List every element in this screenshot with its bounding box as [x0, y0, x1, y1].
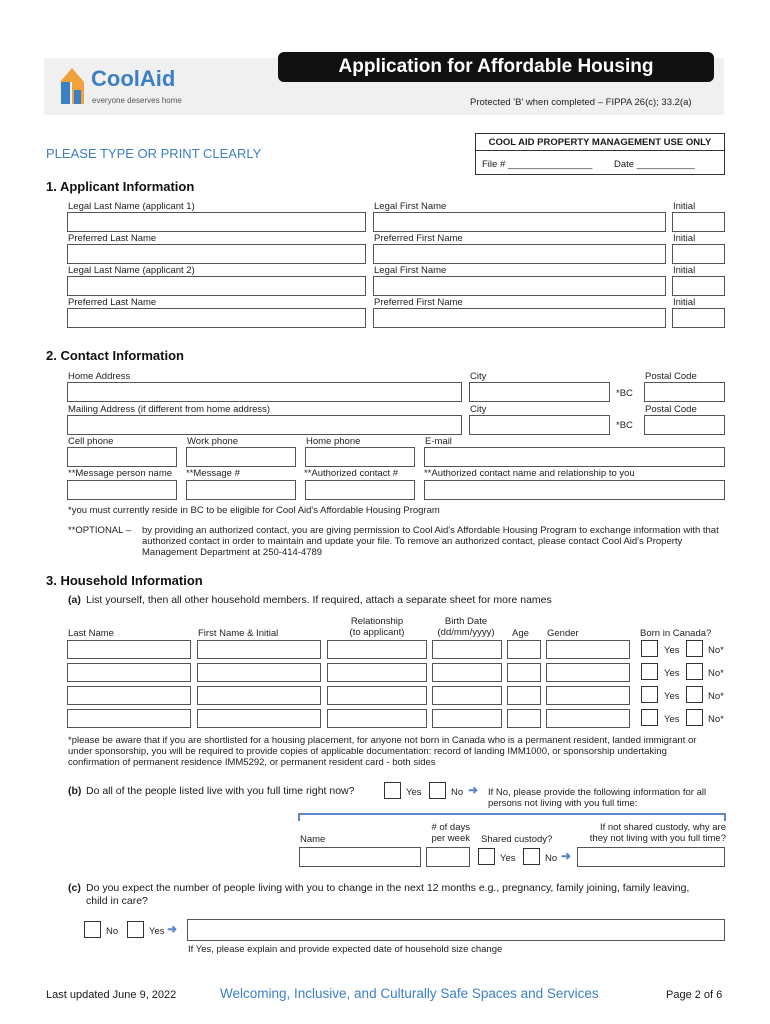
home-address-input[interactable]	[67, 382, 462, 402]
logo-name: CoolAid	[91, 66, 176, 91]
file-number-label: File # ________________	[482, 159, 593, 170]
preferred-last-name-2-input[interactable]	[67, 308, 366, 328]
logo	[58, 64, 188, 108]
c-yes-checkbox[interactable]	[127, 921, 144, 938]
birth-date-input[interactable]	[432, 686, 502, 705]
a-text: List yourself, then all other household members. If required, attach a separate sheet for more names	[86, 594, 552, 606]
protected-note: Protected 'B' when completed – FIPPA 26(c); 33.2(a)	[470, 97, 692, 108]
footer-slogan: Welcoming, Inclusive, and Culturally Safe Spaces and Services	[220, 986, 599, 1001]
residence-note: *you must currently reside in BC to be eligible for Cool Aid's Affordable Housing Program	[68, 505, 440, 516]
initial-2-label: Initial	[673, 233, 696, 244]
work-phone-label: Work phone	[187, 436, 239, 447]
relationship-input[interactable]	[327, 686, 427, 705]
born-yes-label: Yes	[664, 714, 680, 725]
initial-3-label: Initial	[673, 265, 696, 276]
a-label: (a)	[68, 594, 81, 606]
born-yes-checkbox[interactable]	[641, 686, 658, 703]
home-phone-label: Home phone	[306, 436, 361, 447]
preferred-first-name-1-label: Preferred First Name	[374, 233, 463, 244]
last-name-input[interactable]	[67, 686, 191, 705]
c-no-checkbox[interactable]	[84, 921, 101, 938]
logo-tagline: everyone deserves home	[92, 96, 182, 105]
gender-input[interactable]	[546, 640, 630, 659]
b-shared-no-label: No	[545, 853, 558, 864]
message-number-input[interactable]	[186, 480, 296, 500]
city-2-label: City	[470, 404, 487, 415]
date-label: Date ___________	[614, 159, 695, 170]
first-name-input[interactable]	[197, 709, 321, 728]
legal-first-name-1-input[interactable]	[373, 212, 666, 232]
arrow-right-icon: ➜	[167, 922, 178, 936]
b-no-checkbox[interactable]	[429, 782, 446, 799]
b-col-shared: Shared custody?	[481, 834, 553, 845]
c-explain-label: If Yes, please explain and provide expected date of household size change	[188, 944, 503, 955]
relationship-input[interactable]	[327, 709, 427, 728]
bc-2-label: *BC	[616, 420, 633, 431]
city-2-input[interactable]	[469, 415, 610, 435]
gender-input[interactable]	[546, 663, 630, 682]
section1-heading: 1. Applicant Information	[46, 179, 195, 194]
b-text: Do all of the people listed live with you full time right now?	[86, 785, 355, 797]
b-col-name: Name	[300, 834, 326, 845]
footer-page: Page 2 of 6	[666, 989, 723, 1001]
first-name-input[interactable]	[197, 663, 321, 682]
initial-4-input[interactable]	[672, 308, 725, 328]
optional-text: by providing an authorized contact, you are giving permission to Cool Aid's Affordable Housing Program to exchange information with that authorized contact in order to maintain and update your file. To remove an authorized contact, please contact Cool Aid's Property Management Department at 250-414-4789	[142, 525, 719, 558]
authorized-contact-input[interactable]	[305, 480, 415, 500]
born-yes-checkbox[interactable]	[641, 663, 658, 680]
born-no-checkbox[interactable]	[686, 640, 703, 657]
legal-last-name-2-input[interactable]	[67, 276, 366, 296]
relationship-input[interactable]	[327, 640, 427, 659]
legal-first-name-2-label: Legal First Name	[374, 265, 447, 276]
office-use-box	[475, 133, 725, 175]
b-name-input[interactable]	[299, 847, 421, 867]
preferred-last-name-1-label: Preferred Last Name	[68, 233, 157, 244]
mailing-address-label: Mailing Address (if different from home address)	[68, 404, 271, 415]
born-no-checkbox[interactable]	[686, 686, 703, 703]
born-no-label: No*	[708, 691, 724, 702]
relationship-input[interactable]	[327, 663, 427, 682]
message-person-label: **Message person name	[68, 468, 173, 479]
optional-label: **OPTIONAL –	[68, 525, 132, 536]
house-logo-icon	[58, 64, 88, 106]
legal-first-name-1-label: Legal First Name	[374, 201, 447, 212]
gender-input[interactable]	[546, 686, 630, 705]
preferred-last-name-1-input[interactable]	[67, 244, 366, 264]
initial-1-input[interactable]	[672, 212, 725, 232]
arrow-right-icon: ➜	[468, 783, 479, 797]
postal-code-2-input[interactable]	[644, 415, 725, 435]
b-yes-checkbox[interactable]	[384, 782, 401, 799]
first-name-input[interactable]	[197, 640, 321, 659]
legal-last-name-1-input[interactable]	[67, 212, 366, 232]
b-shared-yes-label: Yes	[500, 853, 516, 864]
postal-code-1-label: Postal Code	[645, 371, 697, 382]
birth-date-input[interactable]	[432, 663, 502, 682]
authorized-contact-label: **Authorized contact #	[304, 468, 399, 479]
city-1-label: City	[470, 371, 487, 382]
preferred-first-name-2-input[interactable]	[373, 308, 666, 328]
legal-last-name-2-label: Legal Last Name (applicant 2)	[68, 265, 195, 276]
born-yes-checkbox[interactable]	[641, 640, 658, 657]
born-no-checkbox[interactable]	[686, 709, 703, 726]
b-days-input[interactable]	[426, 847, 470, 867]
age-input[interactable]	[507, 640, 541, 659]
last-name-input[interactable]	[67, 640, 191, 659]
born-no-label: No*	[708, 714, 724, 725]
page-title: Application for Affordable Housing	[278, 52, 714, 82]
cell-phone-input[interactable]	[67, 447, 177, 467]
born-yes-label: Yes	[664, 691, 680, 702]
c-yes-label: Yes	[149, 926, 165, 937]
b-col-why: If not shared custody, why are they not living with you full time?	[589, 822, 726, 844]
work-phone-input[interactable]	[186, 447, 296, 467]
col-first-name: First Name & Initial	[198, 628, 279, 639]
age-input[interactable]	[507, 663, 541, 682]
initial-3-input[interactable]	[672, 276, 725, 296]
age-input[interactable]	[507, 686, 541, 705]
b-why-input[interactable]	[577, 847, 725, 867]
col-born-canada: Born in Canada?	[640, 628, 712, 639]
home-address-label: Home Address	[68, 371, 131, 382]
gender-input[interactable]	[546, 709, 630, 728]
legal-last-name-1-label: Legal Last Name (applicant 1)	[68, 201, 195, 212]
last-name-input[interactable]	[67, 663, 191, 682]
b-col-days: # of days per week	[431, 822, 470, 844]
col-birth-date: Birth Date (dd/mm/yyyy)	[437, 616, 495, 638]
initial-2-input[interactable]	[672, 244, 725, 264]
preferred-first-name-2-label: Preferred First Name	[374, 297, 463, 308]
email-label: E-mail	[425, 436, 452, 447]
cell-phone-label: Cell phone	[68, 436, 114, 447]
b-followup-text: If No, please provide the following information for all persons not living with you full time:	[488, 787, 707, 809]
born-no-label: No*	[708, 668, 724, 679]
instruction-text: PLEASE TYPE OR PRINT CLEARLY	[46, 146, 262, 161]
message-person-input[interactable]	[67, 480, 177, 500]
b-yes-label: Yes	[406, 787, 422, 798]
preferred-first-name-1-input[interactable]	[373, 244, 666, 264]
born-no-label: No*	[708, 645, 724, 656]
c-no-label: No	[106, 926, 119, 937]
bc-1-label: *BC	[616, 388, 633, 399]
b-shared-no-checkbox[interactable]	[523, 848, 540, 865]
postal-code-1-input[interactable]	[644, 382, 725, 402]
b-shared-yes-checkbox[interactable]	[478, 848, 495, 865]
postal-code-2-label: Postal Code	[645, 404, 697, 415]
email-input[interactable]	[424, 447, 725, 467]
office-use-title: COOL AID PROPERTY MANAGEMENT USE ONLY	[488, 137, 712, 148]
preferred-last-name-2-label: Preferred Last Name	[68, 297, 157, 308]
section2-heading: 2. Contact Information	[46, 348, 184, 363]
age-input[interactable]	[507, 709, 541, 728]
last-name-input[interactable]	[67, 709, 191, 728]
born-yes-label: Yes	[664, 645, 680, 656]
home-phone-input[interactable]	[305, 447, 415, 467]
c-label: (c)	[68, 882, 81, 894]
col-relationship: Relationship (to applicant)	[349, 616, 405, 638]
born-yes-label: Yes	[664, 668, 680, 679]
section3-heading: 3. Household Information	[46, 573, 203, 588]
col-last-name: Last Name	[68, 628, 114, 639]
c-explain-input[interactable]	[187, 919, 725, 941]
bracket-line	[298, 806, 728, 822]
initial-1-label: Initial	[673, 201, 696, 212]
city-1-input[interactable]	[469, 382, 610, 402]
birth-date-input[interactable]	[432, 709, 502, 728]
col-gender: Gender	[547, 628, 579, 639]
authorized-name-input[interactable]	[424, 480, 725, 500]
shortlist-note: *please be aware that if you are shortlisted for a housing placement, for anyone not born in Canada who is a permanent resident, landed immigrant or under sponsorship, you will be required to provide copies of applicable documentation: record of landing IMM1000, or sponsorship undertaking confirmation of permanent residence IMM5292, or permanent resident card - both sides	[68, 735, 697, 768]
col-age: Age	[512, 628, 529, 639]
mailing-address-input[interactable]	[67, 415, 462, 435]
initial-4-label: Initial	[673, 297, 696, 308]
born-yes-checkbox[interactable]	[641, 709, 658, 726]
birth-date-input[interactable]	[432, 640, 502, 659]
arrow-right-icon: ➜	[561, 849, 572, 863]
message-number-label: **Message #	[186, 468, 240, 479]
b-label: (b)	[68, 785, 82, 797]
c-text: Do you expect the number of people living with you to change in the next 12 months e.g., pregnancy, family joining, family leaving, child in care?	[86, 882, 690, 907]
footer-updated: Last updated June 9, 2022	[46, 989, 177, 1001]
authorized-name-label: **Authorized contact name and relationship to you	[424, 468, 635, 479]
legal-first-name-2-input[interactable]	[373, 276, 666, 296]
b-no-label: No	[451, 787, 464, 798]
first-name-input[interactable]	[197, 686, 321, 705]
born-no-checkbox[interactable]	[686, 663, 703, 680]
